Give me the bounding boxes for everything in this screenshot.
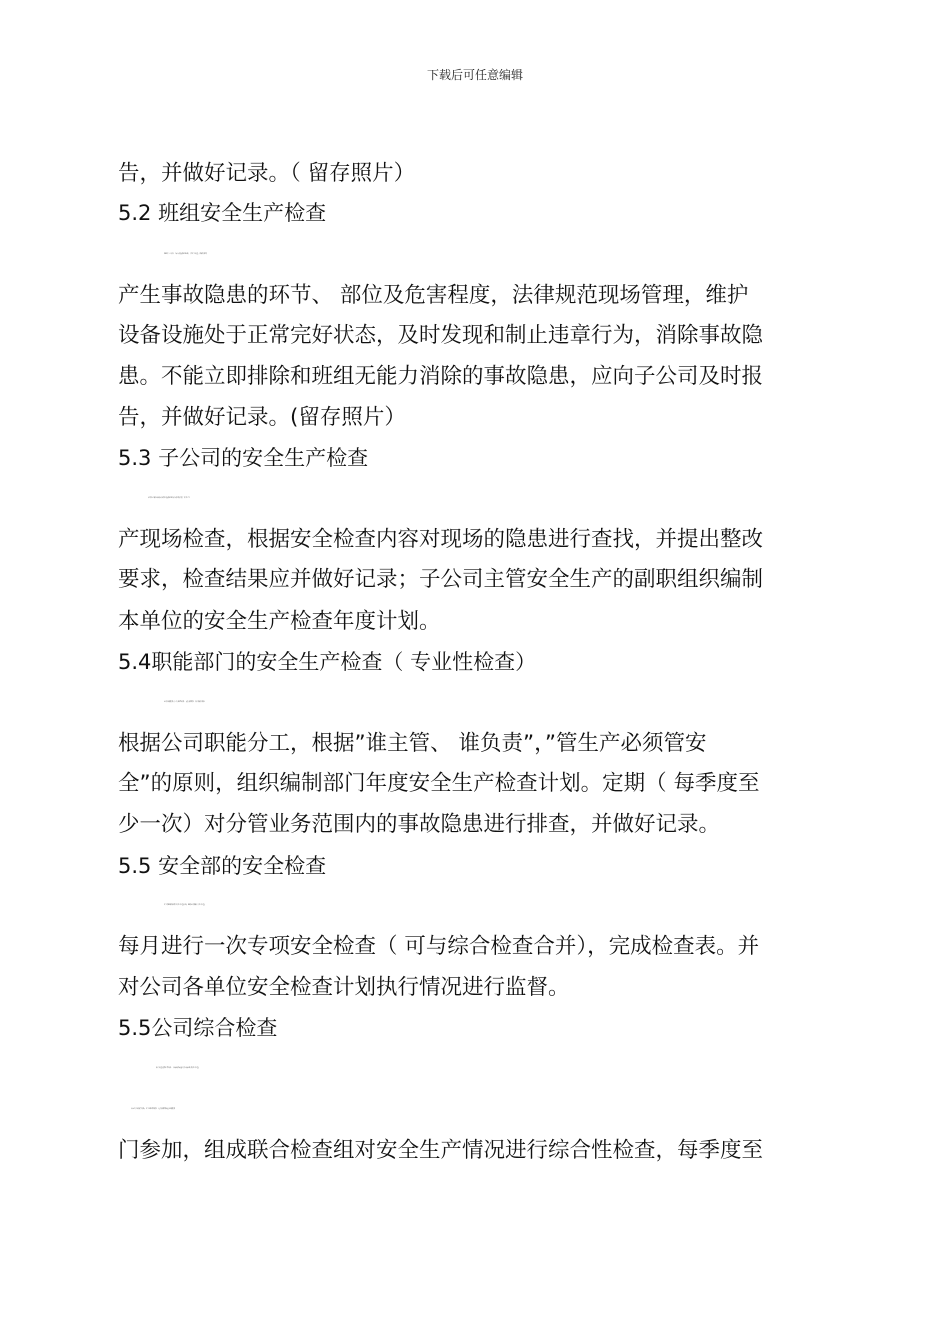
page-header: 下载后可任意编辑 [426,68,523,82]
section-heading: 5.4职能部门的安全生产检查（ 专业性检查） [118,650,537,674]
body-line: 患。不能立即排除和班组无能力消除的事故隐患，应向子公司及时报 [118,364,764,389]
body-line: 本单位正职应每周对本单位负责区域有针对性的开展一次安全生 [148,498,190,499]
section-heading: 5.5公司综合检查 [118,1016,278,1040]
body-line: 综合检查是指在季度初、 节前或国家重大活动前进行的安全检查， [156,1068,200,1069]
body-line: 告，并做好记录。（ 留存照片） [118,161,416,186]
section-heading: 5.5 安全部的安全检查 [118,854,327,878]
section-heading: 5.3 子公司的安全生产检查 [118,446,369,470]
body-line: 门参加，组成联合检查组对安全生产情况进行综合性检查，每季度至 [118,1138,764,1163]
body-line: 产现场检查，根据安全检查内容对现场的隐患进行查找，并提出整改 [118,527,764,552]
body-line: 要求，检查结果应并做好记录；子公司主管安全生产的副职组织编制 [118,567,764,592]
body-line: 根据公司职能分工，根据”谁主管、 谁负责”，”管生产必须管安 [118,731,707,756]
body-line: 少一次）对分管业务范围内的事故隐患进行排查，并做好记录。 [118,812,721,837]
body-line: 设备设施处于正常完好状态，及时发现和制止违章行为，消除事故隐 [118,323,764,348]
body-line: 安全部组织编制年度安全检查计划，组织公司级综合安全检查， [164,905,206,906]
body-line: 对公司各单位安全检查计划执行情况进行监督。 [118,975,570,1000]
body-line: 产生事故隐患的环节、 部位及危害程度，法律规范现场管理，维护 [118,283,749,308]
body-line: 公司各职能部门（ 行政企管部、 运行保障部、 客户服务部等） [164,702,206,703]
body-line: 全”的原则，组织编制部门年度安全生产检查计划。定期（ 每季度至 [118,771,760,796]
body-line: 由公司主管领导带队，安全风险控制部、 运行保障部或其它职能部 [131,1109,175,1110]
body-line: 告，并做好记录。(留存照片） [118,405,406,430]
body-line: 每月进行一次专项安全检查（ 可与综合检查合并），完成检查表。并 [118,934,760,959]
body-line: 本单位的安全生产检查年度计划。 [118,609,441,634]
body-line: 班组长（ 站长） 每天对负责区域进行一次安全检查，准确掌握易 [164,254,207,255]
section-heading: 5.2 班组安全生产检查 [118,201,327,225]
